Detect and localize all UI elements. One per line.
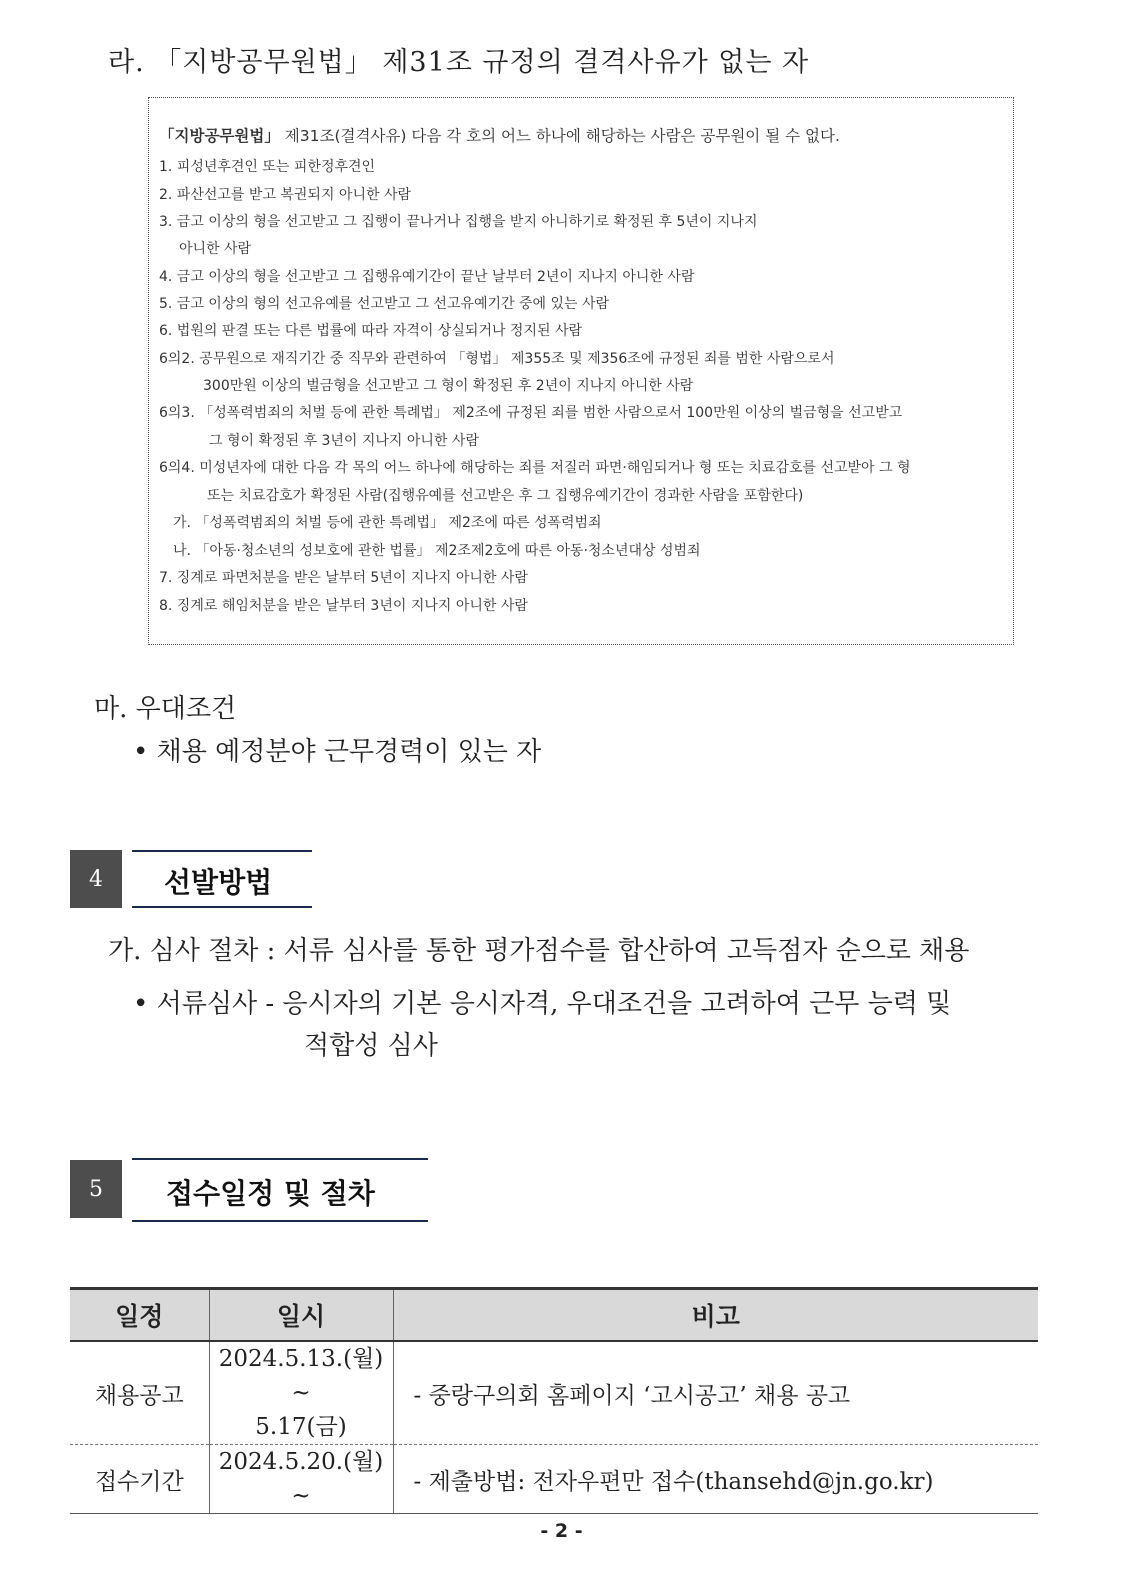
- law-excerpt-box: [148, 97, 1014, 645]
- table-header: 비고: [393, 1289, 1038, 1342]
- law-item: 6의2. 공무원으로 재직기간 중 직무와 관련하여 「형법」 제355조 및 제356조에 규정된 죄를 범한 사람으로서: [159, 351, 835, 367]
- law-item: 6의3. 「성폭력범죄의 처벌 등에 관한 특례법」 제2조에 규정된 죄를 범한 사람으로서 100만원 이상의 벌금형을 선고받고: [159, 405, 903, 421]
- law-subitem: 나. 「아동·청소년의 성보호에 관한 법률」 제2조제2호에 따른 아동·청소년대상 성범죄: [173, 543, 701, 559]
- table-header: 일정: [70, 1289, 209, 1342]
- law-item: 6의4. 미성년자에 대한 다음 각 목의 어느 하나에 해당하는 죄를 저질러 파면·해임되거나 형 또는 치료감호를 선고받아 그 형: [159, 460, 911, 476]
- law-item: 3. 금고 이상의 형을 선고받고 그 집행이 끝나거나 집행을 받지 아니하기로 확정된 후 5년이 지나지: [159, 214, 758, 230]
- law-item-continued: 아니한 사람: [179, 241, 252, 257]
- section-number-badge: 4: [70, 850, 122, 908]
- law-item-continued: 그 형이 확정된 후 3년이 지나지 아니한 사람: [209, 433, 479, 449]
- law-item: 6. 법원의 판결 또는 다른 법률에 따라 자격이 상실되거나 정지된 사람: [159, 323, 583, 339]
- date-start: 2024.5.13.(월) ~: [218, 1346, 384, 1406]
- law-item-continued: 300만원 이상의 벌금형을 선고받고 그 형이 확정된 후 2년이 지나지 아니한 사람: [203, 378, 694, 394]
- section4-title-box: [132, 850, 312, 908]
- date-cell: [209, 1341, 393, 1445]
- law-item: 8. 징계로 해임처분을 받은 날부터 3년이 지나지 아니한 사람: [159, 598, 528, 614]
- law-item: 4. 금고 이상의 형을 선고받고 그 집행유예기간이 끝난 날부터 2년이 지나지 아니한 사람: [159, 269, 695, 285]
- date-cell: 2024.5.20.(월) ~: [209, 1445, 393, 1514]
- law-item-continued: 또는 치료감호가 확정된 사람(집행유예를 선고받은 후 그 집행유예기간이 경과한 사람을 포함한다): [207, 488, 804, 504]
- table-header: 일시: [209, 1289, 393, 1342]
- law-item: 7. 징계로 파면처분을 받은 날부터 5년이 지나지 아니한 사람: [159, 570, 528, 586]
- schedule-table: [70, 1287, 1038, 1514]
- law-name: 「지방공무원법」: [159, 127, 280, 145]
- note-cell: - 중랑구의회 홈페이지 ‘고시공고’ 채용 공고: [393, 1341, 1038, 1445]
- table-header-row: [70, 1289, 1038, 1342]
- document-review-bullet: • 서류심사 - 응시자의 기본 응시자격, 우대조건을 고려하여 근무 능력 및: [133, 989, 952, 1019]
- section-ra-heading: 라. 「지방공무원법」 제31조 규정의 결격사유가 없는 자: [108, 47, 810, 78]
- law-item: 2. 파산선고를 받고 복권되지 아니한 사람: [159, 187, 411, 203]
- law-subitem: 가. 「성폭력범죄의 처벌 등에 관한 특례법」 제2조에 따른 성폭력범죄: [173, 515, 602, 531]
- date-end: 5.17(금): [255, 1414, 347, 1440]
- selection-procedure-text: 가. 심사 절차 : 서류 심사를 통한 평가점수를 합산하여 고득점자 순으로 채용: [108, 936, 970, 966]
- page-number: - 2 -: [540, 1520, 583, 1542]
- table-row: [70, 1341, 1038, 1445]
- phase-cell: 채용공고: [70, 1341, 209, 1445]
- phase-cell: 접수기간: [70, 1445, 209, 1514]
- table-row: [70, 1445, 1038, 1514]
- section5-title: 접수일정 및 절차: [166, 1177, 375, 1210]
- law-item: 1. 피성년후견인 또는 피한정후견인: [159, 159, 376, 175]
- section4-title: 선발방법: [164, 866, 273, 899]
- section-number-badge: 5: [70, 1160, 122, 1218]
- document-review-bullet-continued: 적합성 심사: [304, 1031, 438, 1061]
- preference-bullet: • 채용 예정분야 근무경력이 있는 자: [133, 737, 542, 767]
- section-ma-heading: 마. 우대조건: [94, 694, 237, 724]
- note-cell: - 제출방법: 전자우편만 접수(thansehd@jn.go.kr): [393, 1445, 1038, 1514]
- law-box-title: [159, 124, 840, 146]
- section5-title-box: [132, 1158, 428, 1222]
- law-item: 5. 금고 이상의 형의 선고유예를 선고받고 그 선고유예기간 중에 있는 사람: [159, 296, 610, 312]
- law-article-text: 제31조(결격사유) 다음 각 호의 어느 하나에 해당하는 사람은 공무원이 될 수 없다.: [279, 127, 840, 145]
